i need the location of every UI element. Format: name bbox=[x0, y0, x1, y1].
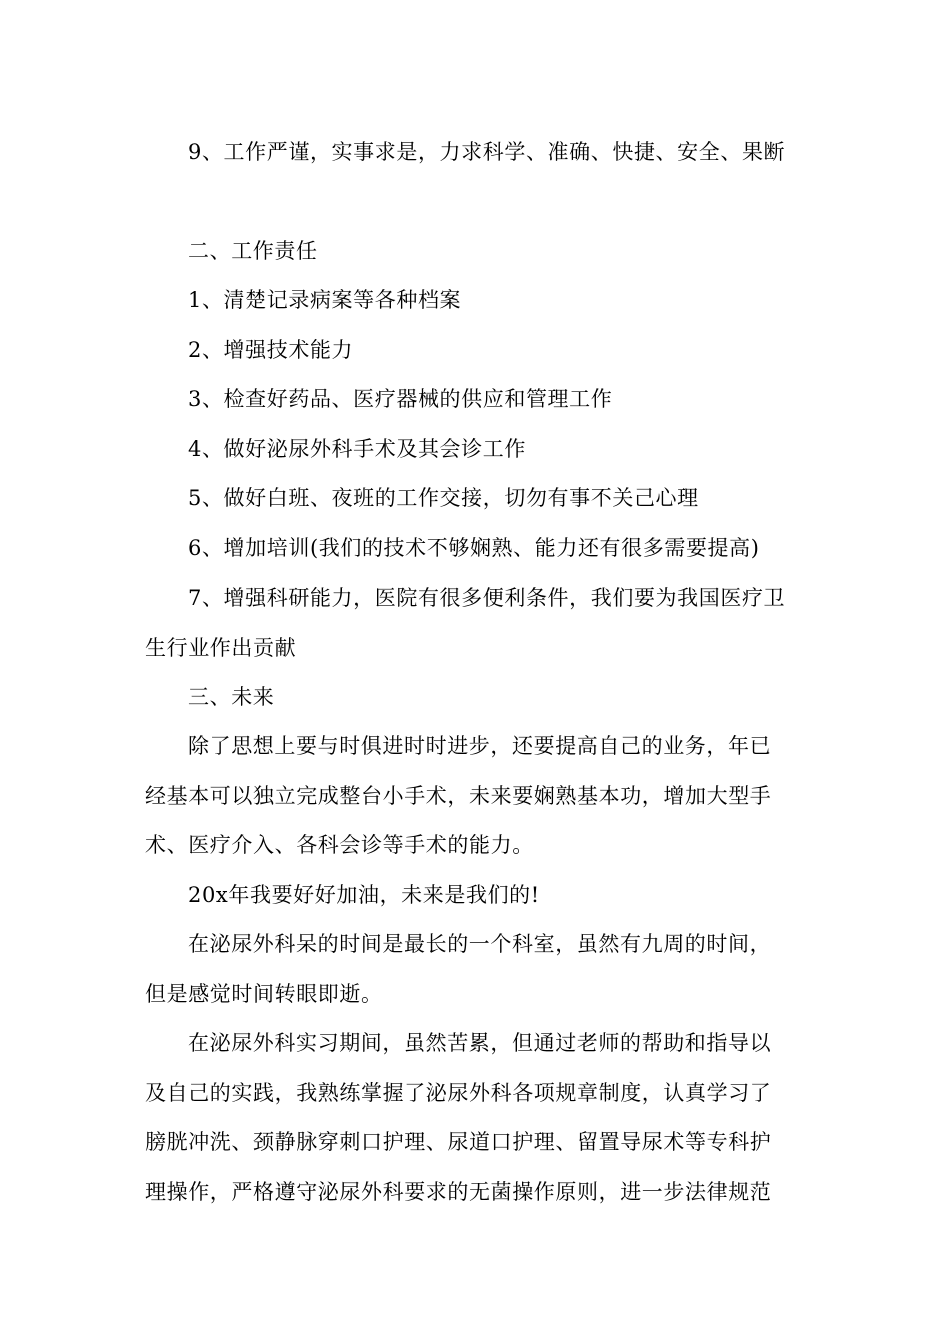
item-7-line: 7、增强科研能力，医院有很多便利条件，我们要为我国医疗卫 bbox=[188, 586, 786, 610]
item-6-line: 6、增加培训(我们的技术不够娴熟、能力还有很多需要提高) bbox=[188, 536, 760, 560]
future-paragraph-line-2: 经基本可以独立完成整台小手术，未来要娴熟基本功，增加大型手 bbox=[145, 784, 772, 808]
motto-line: 20x年我要好好加油，未来是我们的! bbox=[188, 883, 540, 907]
item-2-line: 2、增强技术能力 bbox=[188, 338, 354, 362]
item-4-line: 4、做好泌尿外科手术及其会诊工作 bbox=[188, 437, 526, 461]
internship-paragraph-line-1: 在泌尿外科实习期间，虽然苦累，但通过老师的帮助和指导以 bbox=[188, 1031, 772, 1055]
internship-paragraph-line-3: 膀胱冲洗、颈静脉穿刺口护理、尿道口护理、留置导尿术等专科护 bbox=[145, 1130, 772, 1154]
item-1-line: 1、清楚记录病案等各种档案 bbox=[188, 288, 462, 312]
urology-paragraph-line-2: 但是感觉时间转眼即逝。 bbox=[145, 982, 383, 1006]
item-7-continuation: 生行业作出贡献 bbox=[145, 636, 297, 660]
urology-paragraph-line-1: 在泌尿外科呆的时间是最长的一个科室，虽然有九周的时间， bbox=[188, 932, 772, 956]
section-3-heading: 三、未来 bbox=[188, 685, 275, 709]
internship-paragraph-line-4: 理操作，严格遵守泌尿外科要求的无菌操作原则，进一步法律规范 bbox=[145, 1180, 772, 1204]
future-paragraph-line-1: 除了思想上要与时俱进时时进步，还要提高自己的业务，年已 bbox=[188, 734, 772, 758]
item-9-line: 9、工作严谨，实事求是，力求科学、准确、快捷、安全、果断 bbox=[188, 140, 786, 164]
item-3-line: 3、检查好药品、医疗器械的供应和管理工作 bbox=[188, 387, 613, 411]
item-5-line: 5、做好白班、夜班的工作交接，切勿有事不关己心理 bbox=[188, 486, 699, 510]
future-paragraph-line-3: 术、医疗介入、各科会诊等手术的能力。 bbox=[145, 833, 534, 857]
internship-paragraph-line-2: 及自己的实践，我熟练掌握了泌尿外科各项规章制度，认真学习了 bbox=[145, 1081, 772, 1105]
section-2-heading: 二、工作责任 bbox=[188, 239, 318, 263]
